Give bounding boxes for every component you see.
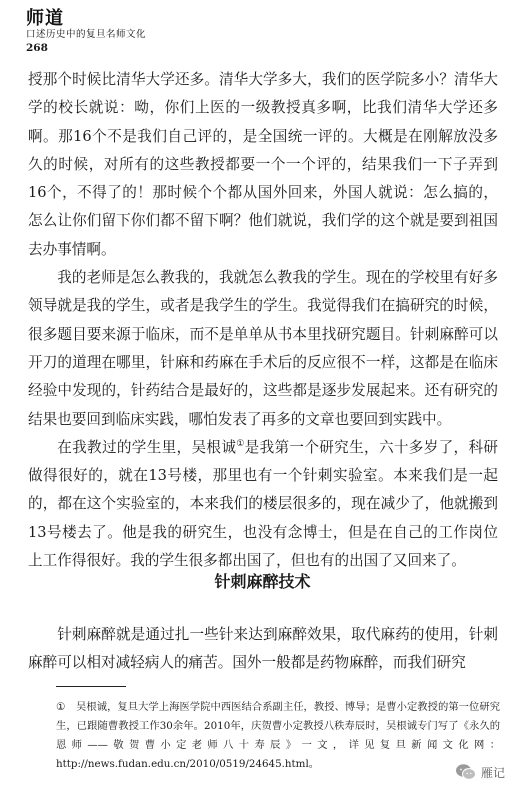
section-heading: 针刺麻醉技术 bbox=[214, 572, 311, 591]
footnote-reference: ① bbox=[236, 439, 245, 449]
paragraph-3-after: 是我第一个研究生，六十多岁了，科研做得很好的，就在13号楼，那里也有一个针刺实验室。本来我们是一起的，都在这个实验室的，本来我们的楼层很多的，现在减少了，他就搬到13号楼去了。他是我的研究生，也没有念博士，但是在自己的工作岗位上工作得很好。我的学生很多都出国了，但也有的出国了又回来了。 bbox=[28, 438, 498, 570]
page-number: 268 bbox=[26, 42, 48, 54]
wechat-icon bbox=[455, 763, 477, 781]
watermark bbox=[455, 763, 505, 781]
footnote bbox=[56, 698, 500, 774]
watermark-label: 雁记 bbox=[480, 765, 505, 780]
footnote-divider bbox=[56, 686, 126, 687]
section-body bbox=[28, 621, 498, 678]
book-title: 师道 bbox=[26, 8, 64, 29]
footnote-text: 吴根诚，复旦大学上海医学院中西医结合系副主任，教授、博导；是曹小定教授的第一位研究生，已跟随曹教授工作30余年。2010年，庆贺曹小定教授八秩寿辰时，吴根诚专门写了《永久的恩师——敬贺曹小定老师八十寿辰》一文，详见复旦新闻文化网：http://news.fudan.edu.cn/2010/0519/24645.html。 bbox=[56, 701, 500, 770]
paragraph-3-before: 在我教过的学生里，吴根诚 bbox=[57, 438, 237, 456]
paragraph-2: 我的老师是怎么教我的，我就怎么教我的学生。现在的学校里有好多领导就是我的学生，或者是我学生的学生。我觉得我们在搞研究的时候，很多题目要来源于临床，而不是单单从书本里找研究题目。针刺麻醉可以开刀的道理在哪里，针麻和药麻在手术后的反应很不一样，这都是在临床经验中发现的，针药结合是最好的，这些都是逐步发展起来。还有研究的结果也要回到临床实践，哪怕发表了再多的文章也要回到实践中。 bbox=[28, 269, 498, 428]
book-subtitle: 口述历史中的复旦名师文化 bbox=[26, 29, 147, 40]
paragraph-1: 授那个时候比清华大学还多。清华大学多大，我们的医学院多小？清华大学的校长就说：呦，你们上医的一级教授真多啊，比我们清华大学还多啊。那16个不是我们自己评的，是全国统一评的。大概是在刚解放没多久的时候，对所有的这些教授都要一个一个评的，结果我们一下子弄到16个，不得了的！那时候个个都从国外回来，外国人就说：怎么搞的，怎么让你们留下你们都不留下啊？他们就说，我们学的这个就是要到祖国去办事情啊。 bbox=[28, 71, 498, 258]
section-paragraph: 针刺麻醉就是通过扎一些针来达到麻醉效果，取代麻药的使用，针刺麻醉可以相对减轻病人的痛苦。国外一般都是药物麻醉，而我们研究 bbox=[28, 626, 498, 672]
body-text bbox=[28, 66, 498, 575]
paragraph-3 bbox=[28, 434, 498, 575]
footnote-mark: ① bbox=[56, 701, 66, 713]
